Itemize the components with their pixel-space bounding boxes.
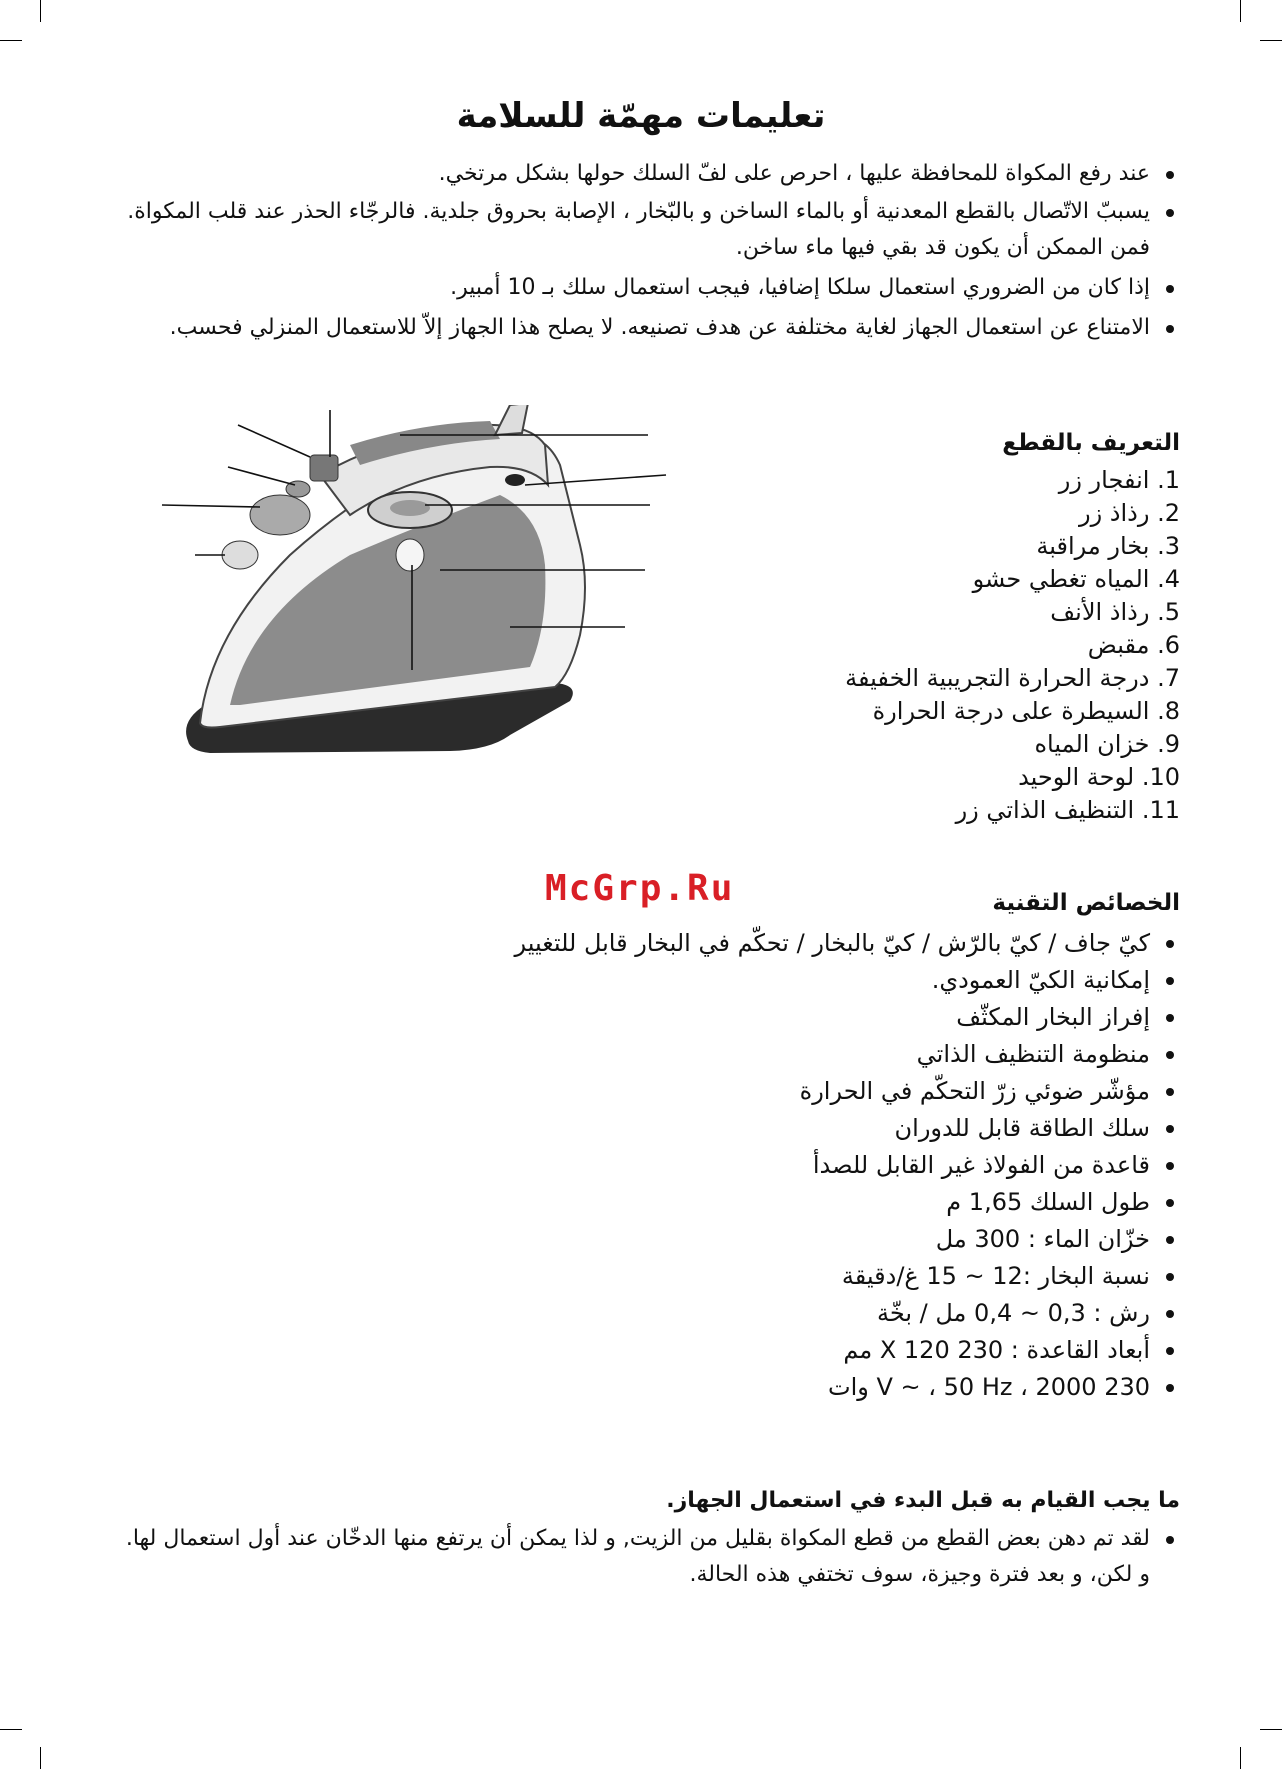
list-number: 11. bbox=[1141, 796, 1180, 824]
list-item: سلك الطاقة قابل للدوران bbox=[120, 1110, 1180, 1147]
crop-mark bbox=[1240, 0, 1241, 22]
list-number: 9. bbox=[1157, 730, 1180, 758]
steam-iron-illustration bbox=[150, 405, 670, 765]
crop-mark bbox=[1260, 1729, 1282, 1730]
crop-mark bbox=[0, 40, 22, 41]
list-item: 230 V ~ ، 50 Hz ، 2000 وات bbox=[120, 1369, 1180, 1406]
watermark: McGrp.Ru bbox=[545, 868, 735, 909]
temperature-dial-center bbox=[390, 500, 430, 516]
leader-line bbox=[238, 425, 310, 457]
before-use-section bbox=[120, 1488, 1180, 1593]
crop-mark bbox=[40, 0, 41, 22]
list-item: كيّ جاف / كيّ بالرّش / كيّ بالبخار / تحكّم في البخار قابل للتغيير bbox=[120, 925, 1180, 962]
list-label: السيطرة على درجة الحرارة bbox=[872, 697, 1150, 725]
list-item bbox=[700, 497, 1180, 530]
list-item bbox=[700, 629, 1180, 662]
list-item: إفراز البخار المكثّف bbox=[120, 999, 1180, 1036]
parts-list bbox=[700, 464, 1180, 827]
list-label: لوحة الوحيد bbox=[1018, 763, 1135, 791]
list-item bbox=[700, 794, 1180, 827]
specs-heading-wrap bbox=[120, 890, 1180, 916]
list-number: 4. bbox=[1157, 565, 1180, 593]
list-item bbox=[700, 596, 1180, 629]
list-number: 6. bbox=[1157, 631, 1180, 659]
list-item: إمكانية الكيّ العمودي. bbox=[120, 962, 1180, 999]
list-item bbox=[700, 761, 1180, 794]
list-label: التنظيف الذاتي زر bbox=[955, 796, 1135, 824]
list-label: مقبض bbox=[1087, 631, 1150, 659]
list-item: طول السلك 1,65 م bbox=[120, 1184, 1180, 1221]
page-title: تعليمات مهمّة للسلامة bbox=[456, 96, 826, 136]
list-item: لقد تم دهن بعض القطع من قطع المكواة بقليل من الزيت, و لذا يمكن أن يرتفع منها الدخّان عند أول استعمال لها. و لكن، و بعد فترة وجيزة، سوف تختفي هذه الحالة. bbox=[120, 1521, 1180, 1593]
water-cover-shape bbox=[222, 541, 258, 569]
crop-mark bbox=[1240, 1747, 1241, 1769]
specs-heading: الخصائص التقنية bbox=[992, 890, 1180, 916]
list-label: رذاذ الأنف bbox=[1050, 598, 1150, 626]
list-label: رذاذ زر bbox=[1078, 499, 1150, 527]
list-label: خزان المياه bbox=[1034, 730, 1150, 758]
crop-mark bbox=[40, 1747, 41, 1769]
list-item bbox=[700, 662, 1180, 695]
specs-list bbox=[120, 925, 1180, 1406]
list-item bbox=[700, 728, 1180, 761]
list-label: المياه تغطي حشو bbox=[972, 565, 1150, 593]
self-clean-button-shape bbox=[396, 539, 424, 571]
parts-section bbox=[700, 430, 1180, 827]
list-number: 10. bbox=[1141, 763, 1180, 791]
leader-line bbox=[228, 467, 295, 485]
list-item: منظومة التنظيف الذاتي bbox=[120, 1036, 1180, 1073]
list-item: يسببّ الاتّصال بالقطع المعدنية أو بالماء الساخن و بالبّخار ، الإصابة بحروق جلدية. فالرجّاء الحذر عند قلب المكواة. فمن الممكن أن يكون قد بقي فيها ماء ساخن. bbox=[120, 194, 1180, 266]
list-item: عند رفع المكواة للمحافظة عليها ، احرص على لفّ السلك حولها بشكل مرتخي. bbox=[120, 156, 1180, 192]
list-number: 7. bbox=[1157, 664, 1180, 692]
list-label: انفجار زر bbox=[1058, 466, 1150, 494]
list-item: رش : 0,3 ~ 0,4 مل / بخّة bbox=[120, 1295, 1180, 1332]
parts-heading: التعريف بالقطع bbox=[1002, 430, 1180, 456]
list-number: 1. bbox=[1157, 466, 1180, 494]
list-item bbox=[700, 695, 1180, 728]
list-number: 8. bbox=[1157, 697, 1180, 725]
crop-mark bbox=[0, 1729, 22, 1730]
list-number: 2. bbox=[1157, 499, 1180, 527]
list-item: نسبة البخار :12 ~ 15 غ/دقيقة bbox=[120, 1258, 1180, 1295]
list-number: 5. bbox=[1157, 598, 1180, 626]
before-use-heading: ما يجب القيام به قبل البدء في استعمال الجهاز. bbox=[666, 1488, 1180, 1513]
list-label: درجة الحرارة التجريبية الخفيفة bbox=[845, 664, 1150, 692]
list-item bbox=[700, 464, 1180, 497]
steam-dial-shape bbox=[250, 495, 310, 535]
list-item bbox=[700, 530, 1180, 563]
light-indicator-shape bbox=[505, 474, 525, 486]
leader-line bbox=[162, 505, 260, 507]
list-item: أبعاد القاعدة : 230 X 120 مم bbox=[120, 1332, 1180, 1369]
list-item: الامتناع عن استعمال الجهاز لغاية مختلفة عن هدف تصنيعه. لا يصلح هذا الجهاز إلاّ للاستعمال المنزلي فحسب. bbox=[120, 310, 1180, 346]
list-label: بخار مراقبة bbox=[1036, 532, 1150, 560]
list-number: 3. bbox=[1157, 532, 1180, 560]
list-item: قاعدة من الفولاذ غير القابل للصدأ bbox=[120, 1147, 1180, 1184]
list-item: مؤشّر ضوئي زرّ التحكّم في الحرارة bbox=[120, 1073, 1180, 1110]
list-item bbox=[700, 563, 1180, 596]
cord-guard-shape bbox=[495, 405, 528, 435]
safety-list bbox=[120, 156, 1180, 346]
list-item: خزّان الماء : 300 مل bbox=[120, 1221, 1180, 1258]
crop-mark bbox=[1260, 40, 1282, 41]
list-item: إذا كان من الضروري استعمال سلكا إضافيا، فيجب استعمال سلك بـ 10 أمبير. bbox=[120, 270, 1180, 306]
burst-button-shape bbox=[310, 455, 338, 481]
